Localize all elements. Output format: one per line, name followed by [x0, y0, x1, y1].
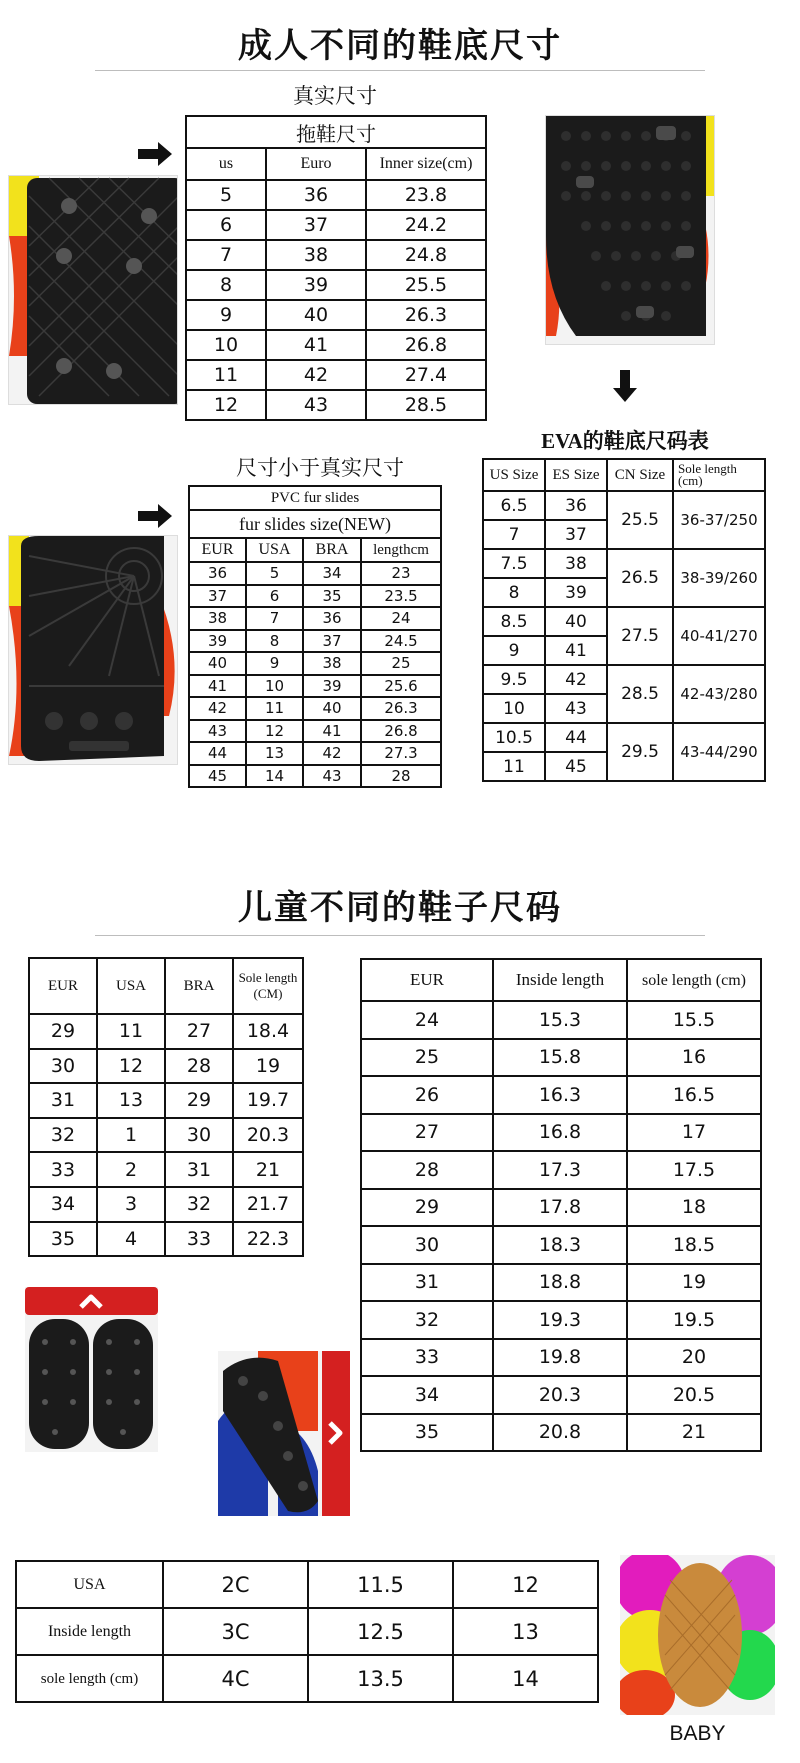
slipper-table-body [186, 180, 486, 420]
col-header: Sole length (cm) [673, 459, 765, 491]
table-cell: 32 [361, 1301, 493, 1339]
table-cell: 18.3 [493, 1226, 627, 1264]
table-cell: 31 [361, 1264, 493, 1302]
table-cell: 43 [545, 694, 607, 723]
table-cell: 38 [303, 652, 361, 675]
col-header: ES Size [545, 459, 607, 491]
baby-size-table [15, 1560, 599, 1703]
table-row [361, 1189, 761, 1227]
table-cell: 38 [545, 549, 607, 578]
table-cell: 6 [186, 210, 266, 240]
table-cell: 25.5 [366, 270, 486, 300]
table-cell: 21 [627, 1414, 761, 1452]
table-cell: 20.8 [493, 1414, 627, 1452]
table-cell: 27.5 [607, 607, 673, 665]
table-cell: 28.5 [366, 390, 486, 420]
baby-label: BABY [669, 1722, 726, 1745]
table-row [29, 1014, 303, 1049]
table-cell: 9 [246, 652, 303, 675]
table-cell: 14 [453, 1655, 598, 1702]
table-row [29, 1187, 303, 1222]
table-cell: 4C [163, 1655, 308, 1702]
table-cell: 24.8 [366, 240, 486, 270]
table-cell: 13 [246, 742, 303, 765]
table-row [189, 630, 441, 653]
table-cell: 43 [266, 390, 366, 420]
table-cell: 5 [186, 180, 266, 210]
table-cell: 11.5 [308, 1561, 453, 1608]
table-cell: 24 [361, 1001, 493, 1039]
table-cell: 20.3 [233, 1118, 303, 1153]
table-row [29, 1083, 303, 1118]
table-cell: 15.8 [493, 1039, 627, 1077]
table-cell: 35 [29, 1222, 97, 1257]
table-cell: 2C [163, 1561, 308, 1608]
table-cell: 5 [246, 562, 303, 585]
table-row [186, 270, 486, 300]
table-cell: 7 [186, 240, 266, 270]
table-cell: 41 [266, 330, 366, 360]
table-row [361, 1001, 761, 1039]
table-row [189, 765, 441, 788]
table-cell: 36-37/250 [673, 491, 765, 549]
table-cell: 43-44/290 [673, 723, 765, 781]
table-cell: 22.3 [233, 1222, 303, 1257]
kids-title-divider [95, 935, 705, 936]
table-cell: 33 [165, 1222, 233, 1257]
table-cell: 8 [186, 270, 266, 300]
table-row [189, 562, 441, 585]
table-cell: 40-41/270 [673, 607, 765, 665]
table-cell: 39 [266, 270, 366, 300]
table-cell: 6.5 [483, 491, 545, 520]
table-cell: 25.6 [361, 675, 441, 698]
table-cell: 11 [186, 360, 266, 390]
table-cell: 13.5 [308, 1655, 453, 1702]
table-cell: 21.7 [233, 1187, 303, 1222]
eva-table-title: EVA的鞋底尺码表 [541, 429, 709, 453]
table-cell: 27.4 [366, 360, 486, 390]
kids-section-title: 儿童不同的鞋子尺码 [238, 888, 562, 928]
table-cell: 36 [545, 491, 607, 520]
table-cell: 26 [361, 1076, 493, 1114]
table-cell: 30 [361, 1226, 493, 1264]
table-row [483, 491, 765, 520]
table-row [29, 1152, 303, 1187]
table-cell: 21 [233, 1152, 303, 1187]
table-cell: 23.5 [361, 585, 441, 608]
table-row [29, 1222, 303, 1257]
table-cell: 8 [483, 578, 545, 607]
table-cell: 3C [163, 1608, 308, 1655]
col-header: Euro [266, 148, 366, 180]
kids-slipper-photo-2 [218, 1351, 350, 1516]
table-cell: 40 [303, 697, 361, 720]
table-cell: 25 [361, 652, 441, 675]
table-row [186, 240, 486, 270]
table-cell: 33 [29, 1152, 97, 1187]
table-row [186, 180, 486, 210]
table-cell: 26.3 [361, 697, 441, 720]
table-cell: 7 [483, 520, 545, 549]
table-cell: 27 [361, 1114, 493, 1152]
col-header: USA [97, 958, 165, 1014]
table-cell: 41 [545, 636, 607, 665]
table-cell: 23 [361, 562, 441, 585]
table-cell: 42-43/280 [673, 665, 765, 723]
table-cell: Inside length [16, 1608, 163, 1655]
table-row [361, 1376, 761, 1414]
table-row [186, 300, 486, 330]
table-cell: 30 [29, 1049, 97, 1084]
table-cell: 45 [189, 765, 246, 788]
table-cell: 40 [545, 607, 607, 636]
table-row [483, 607, 765, 636]
table-row [16, 1655, 598, 1702]
table-cell: 29 [361, 1189, 493, 1227]
kids-size-table-right [360, 958, 762, 1452]
table-cell: 17.8 [493, 1189, 627, 1227]
arrow-right-icon [138, 504, 174, 528]
table-row [189, 675, 441, 698]
table-cell: 10 [186, 330, 266, 360]
table-cell: 39 [545, 578, 607, 607]
table-cell: 3 [97, 1187, 165, 1222]
table-row [186, 330, 486, 360]
table-cell: 34 [303, 562, 361, 585]
pvc-table-title: PVC fur slides [189, 486, 441, 510]
table-cell: 8.5 [483, 607, 545, 636]
eva-table-header-row [483, 459, 765, 491]
table-cell: 42 [266, 360, 366, 390]
table-cell: 28 [361, 1151, 493, 1189]
table-cell: USA [16, 1561, 163, 1608]
table-cell: 19.8 [493, 1339, 627, 1377]
table-cell: 30 [165, 1118, 233, 1153]
table-cell: 11 [97, 1014, 165, 1049]
table-cell: 32 [29, 1118, 97, 1153]
table-cell: 34 [29, 1187, 97, 1222]
table-cell: 18.4 [233, 1014, 303, 1049]
col-header: Inner size(cm) [366, 148, 486, 180]
table-row [361, 1114, 761, 1152]
table-cell: 35 [303, 585, 361, 608]
kids-right-table-body [361, 1001, 761, 1451]
table-cell: 37 [266, 210, 366, 240]
table-cell: 12 [97, 1049, 165, 1084]
table-cell: 44 [545, 723, 607, 752]
pvc-size-table [188, 485, 442, 788]
table-cell: 19.7 [233, 1083, 303, 1118]
table-row [189, 742, 441, 765]
table-cell: 19 [233, 1049, 303, 1084]
table-cell: 16.8 [493, 1114, 627, 1152]
table-row [361, 1301, 761, 1339]
table-cell: 16.5 [627, 1076, 761, 1114]
col-header: CN Size [607, 459, 673, 491]
table-row [361, 1339, 761, 1377]
table-cell: 6 [246, 585, 303, 608]
table-cell: 43 [303, 765, 361, 788]
pvc-table-body [189, 562, 441, 787]
table-row [186, 390, 486, 420]
kids-slipper-image-1 [25, 1287, 158, 1452]
table-cell: 13 [453, 1608, 598, 1655]
table-cell: 20.3 [493, 1376, 627, 1414]
table-cell: 16 [627, 1039, 761, 1077]
table-cell: 26.3 [366, 300, 486, 330]
table-cell: 19.3 [493, 1301, 627, 1339]
table-cell: 15.3 [493, 1001, 627, 1039]
arrow-down-icon [613, 370, 637, 402]
pvc-table-subtitle: fur slides size(NEW) [189, 510, 441, 538]
col-header: Sole length (CM) [233, 958, 303, 1014]
table-cell: 37 [303, 630, 361, 653]
table-cell: 18 [627, 1189, 761, 1227]
table-cell: 24.5 [361, 630, 441, 653]
table-cell: 24.2 [366, 210, 486, 240]
table-cell: 12.5 [308, 1608, 453, 1655]
kids-slipper-image-2 [218, 1351, 350, 1516]
table-row [361, 1076, 761, 1114]
col-header: Inside length [493, 959, 627, 1001]
table-cell: 29.5 [607, 723, 673, 781]
col-header: EUR [189, 538, 246, 562]
table-cell: 8 [246, 630, 303, 653]
table-cell: 29 [165, 1083, 233, 1118]
table-cell: 13 [97, 1083, 165, 1118]
table-cell: 39 [189, 630, 246, 653]
table-cell: 12 [186, 390, 266, 420]
table-row [361, 1039, 761, 1077]
baby-slipper-image [620, 1555, 775, 1715]
col-header: lengthcm [361, 538, 441, 562]
table-cell: 44 [189, 742, 246, 765]
table-cell: 16.3 [493, 1076, 627, 1114]
table-cell: 35 [361, 1414, 493, 1452]
table-cell: 1 [97, 1118, 165, 1153]
table-cell: 36 [266, 180, 366, 210]
table-cell: 27.3 [361, 742, 441, 765]
baby-table-body [16, 1561, 598, 1702]
slipper-size-table [185, 115, 487, 421]
table-cell: 10 [246, 675, 303, 698]
table-cell: 24 [361, 607, 441, 630]
kids-right-header-row [361, 959, 761, 1001]
table-cell: 26.8 [361, 720, 441, 743]
table-cell: 45 [545, 752, 607, 781]
kids-size-table-left [28, 957, 304, 1257]
table-cell: 18.5 [627, 1226, 761, 1264]
table-cell: 18.8 [493, 1264, 627, 1302]
table-row [189, 585, 441, 608]
table-cell: 38 [189, 607, 246, 630]
table-cell: 36 [303, 607, 361, 630]
table-row [361, 1151, 761, 1189]
table-row [29, 1118, 303, 1153]
table-cell: 38-39/260 [673, 549, 765, 607]
table-cell: 4 [97, 1222, 165, 1257]
table-cell: 32 [165, 1187, 233, 1222]
table-row [29, 1049, 303, 1084]
table-cell: 39 [303, 675, 361, 698]
baby-slipper-photo [620, 1555, 775, 1715]
table-cell: 31 [165, 1152, 233, 1187]
table-row [16, 1561, 598, 1608]
table-cell: 36 [189, 562, 246, 585]
real-size-label: 真实尺寸 [293, 84, 377, 108]
table-cell: 20.5 [627, 1376, 761, 1414]
table-cell: 40 [189, 652, 246, 675]
table-cell: 12 [246, 720, 303, 743]
table-cell: 40 [266, 300, 366, 330]
table-cell: 10 [483, 694, 545, 723]
table-row [361, 1414, 761, 1452]
table-row [483, 723, 765, 752]
table-cell: 25 [361, 1039, 493, 1077]
arrow-right-icon [138, 142, 174, 166]
table-cell: 9 [483, 636, 545, 665]
table-cell: 15.5 [627, 1001, 761, 1039]
table-cell: 42 [303, 742, 361, 765]
col-header: sole length (cm) [627, 959, 761, 1001]
table-row [483, 665, 765, 694]
table-cell: 20 [627, 1339, 761, 1377]
adult-section-title: 成人不同的鞋底尺寸 [238, 26, 562, 66]
table-cell: 11 [483, 752, 545, 781]
table-cell: 25.5 [607, 491, 673, 549]
slipper-table-title: 拖鞋尺寸 [186, 116, 486, 148]
table-cell: 28.5 [607, 665, 673, 723]
table-cell: 2 [97, 1152, 165, 1187]
slipper-sole-photo-1 [8, 175, 178, 405]
eva-size-table [482, 458, 766, 782]
table-row [483, 549, 765, 578]
kids-slipper-photo-1 [25, 1287, 158, 1452]
slipper-sole-photo-2 [545, 115, 715, 345]
table-cell: 26.8 [366, 330, 486, 360]
table-cell: 42 [189, 697, 246, 720]
kids-left-header-row [29, 958, 303, 1014]
table-cell: 7.5 [483, 549, 545, 578]
slipper-sole-image-1 [9, 176, 178, 405]
table-cell: 19 [627, 1264, 761, 1302]
table-cell: 33 [361, 1339, 493, 1377]
table-cell: 37 [189, 585, 246, 608]
table-cell: 43 [189, 720, 246, 743]
table-cell: 19.5 [627, 1301, 761, 1339]
table-cell: 38 [266, 240, 366, 270]
table-cell: 14 [246, 765, 303, 788]
slipper-sole-photo-3 [8, 535, 178, 765]
table-row [189, 697, 441, 720]
table-cell: 17 [627, 1114, 761, 1152]
table-row [189, 720, 441, 743]
smaller-size-label: 尺寸小于真实尺寸 [236, 456, 404, 480]
kids-left-table-body [29, 1014, 303, 1256]
table-row [189, 652, 441, 675]
table-cell: 9.5 [483, 665, 545, 694]
table-cell: 41 [303, 720, 361, 743]
table-row [16, 1608, 598, 1655]
table-cell: 31 [29, 1083, 97, 1118]
table-cell: 10.5 [483, 723, 545, 752]
col-header: EUR [29, 958, 97, 1014]
slipper-sole-image-3 [9, 536, 178, 765]
col-header: BRA [165, 958, 233, 1014]
col-header: USA [246, 538, 303, 562]
table-cell: 17.3 [493, 1151, 627, 1189]
col-header: US Size [483, 459, 545, 491]
table-cell: 12 [453, 1561, 598, 1608]
col-header: EUR [361, 959, 493, 1001]
table-cell: 41 [189, 675, 246, 698]
title-divider [95, 70, 705, 71]
table-cell: 9 [186, 300, 266, 330]
slipper-sole-image-2 [546, 116, 715, 345]
table-cell: 27 [165, 1014, 233, 1049]
table-cell: 42 [545, 665, 607, 694]
pvc-table-header-row [189, 538, 441, 562]
slipper-table-header-row [186, 148, 486, 180]
table-cell: 28 [361, 765, 441, 788]
table-cell: 17.5 [627, 1151, 761, 1189]
table-cell: 23.8 [366, 180, 486, 210]
table-cell: 28 [165, 1049, 233, 1084]
col-header: us [186, 148, 266, 180]
table-row [361, 1264, 761, 1302]
table-cell: 34 [361, 1376, 493, 1414]
table-cell: 29 [29, 1014, 97, 1049]
table-cell: 11 [246, 697, 303, 720]
table-row [361, 1226, 761, 1264]
table-cell: 37 [545, 520, 607, 549]
col-header: BRA [303, 538, 361, 562]
table-row [186, 360, 486, 390]
table-cell: 26.5 [607, 549, 673, 607]
table-cell: sole length (cm) [16, 1655, 163, 1702]
eva-table-body [483, 491, 765, 781]
table-row [189, 607, 441, 630]
table-cell: 7 [246, 607, 303, 630]
table-row [186, 210, 486, 240]
